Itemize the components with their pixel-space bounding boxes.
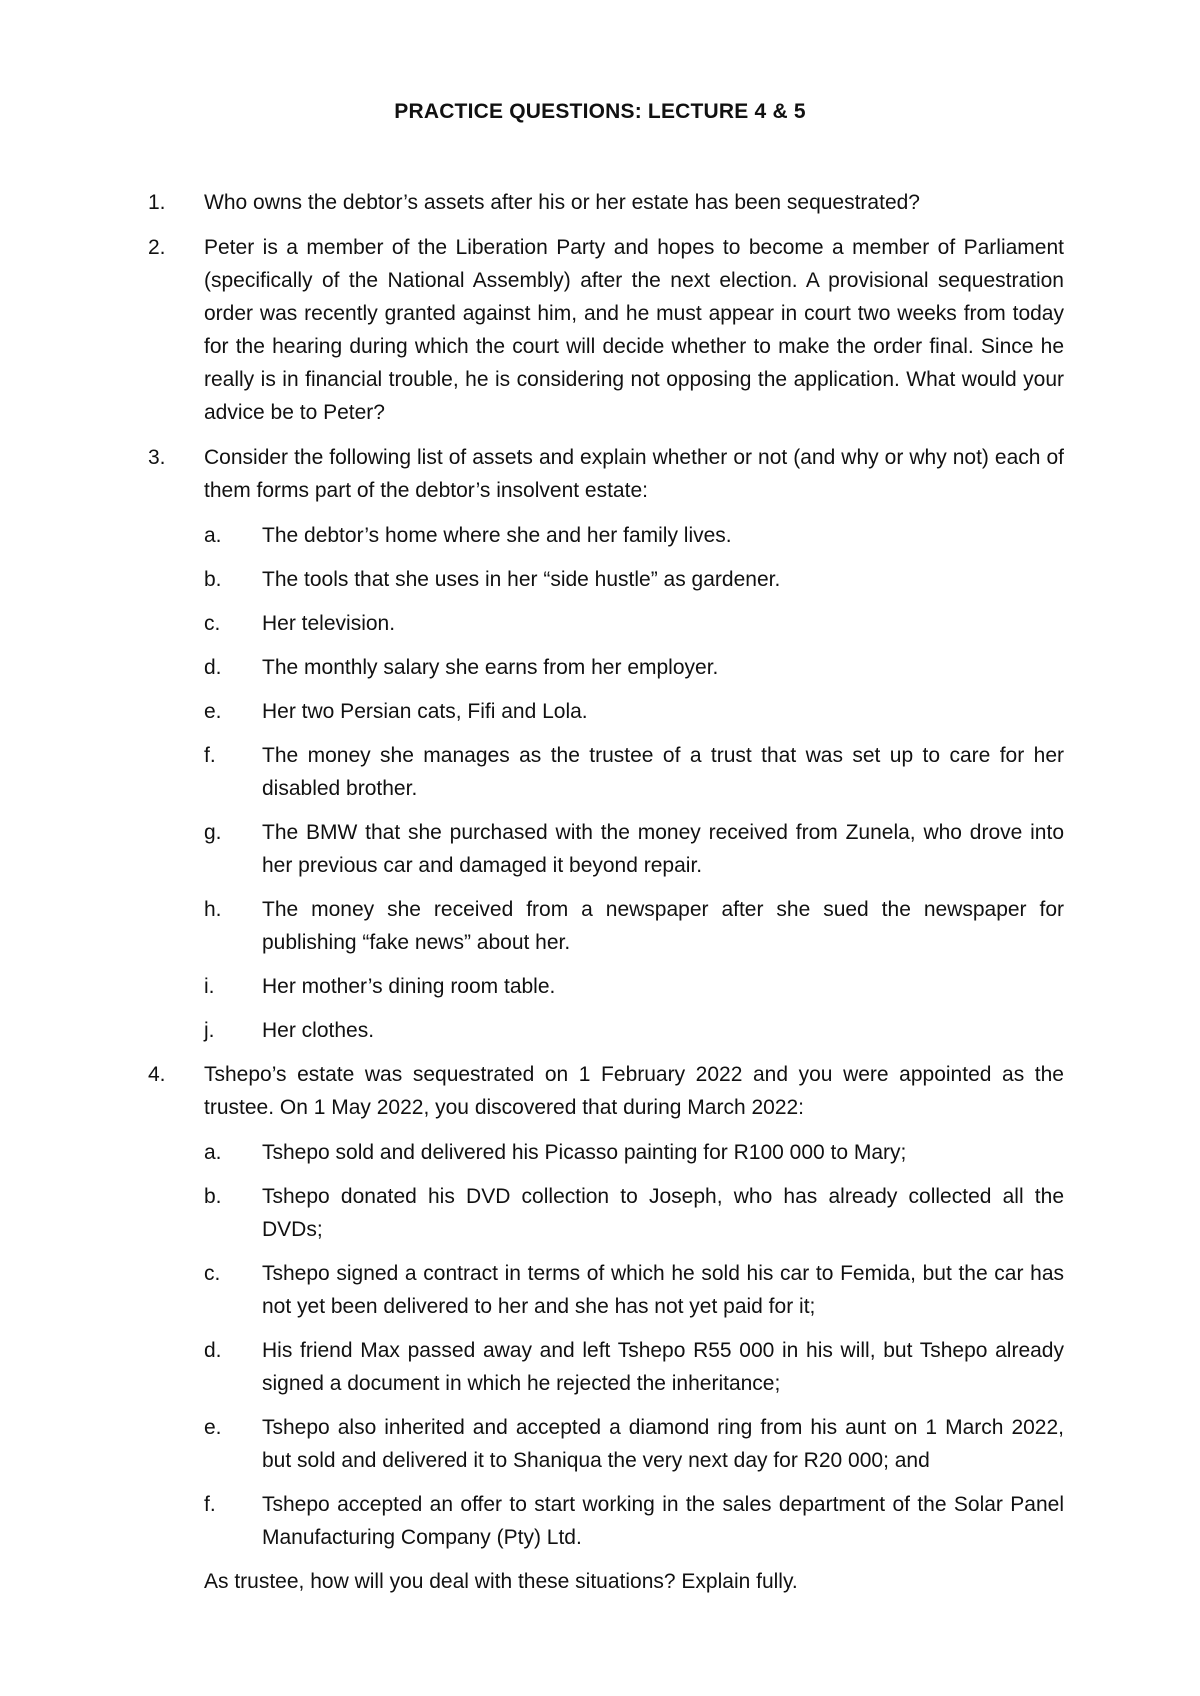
item-label: e. <box>204 1416 222 1439</box>
list-item <box>204 739 1064 805</box>
item-label: a. <box>204 1141 222 1164</box>
item-label: j. <box>204 1019 215 1042</box>
question-2 <box>148 231 1064 429</box>
item-text: The debtor’s home where she and her family lives. <box>262 524 732 547</box>
list-item <box>204 1180 1064 1246</box>
item-text: The money she manages as the trustee of a trust that was set up to care for her disabled brother. <box>262 744 1064 800</box>
item-text: Her mother’s dining room table. <box>262 975 556 998</box>
question-text: Consider the following list of assets and explain whether or not (and why or why not) each of them forms part of the debtor’s insolvent estate: <box>204 446 1064 502</box>
page-title: PRACTICE QUESTIONS: LECTURE 4 & 5 <box>394 100 806 123</box>
item-text: The monthly salary she earns from her employer. <box>262 656 719 679</box>
question-number: 1. <box>148 191 166 214</box>
question-text: Tshepo’s estate was sequestrated on 1 February 2022 and you were appointed as the trustee. On 1 May 2022, you discovered that during March 2022: <box>204 1063 1064 1119</box>
item-text: Tshepo accepted an offer to start working in the sales department of the Solar Panel Manufacturing Company (Pty) Ltd. <box>262 1493 1064 1549</box>
question-text: Who owns the debtor’s assets after his or her estate has been sequestrated? <box>204 191 920 214</box>
list-item <box>204 1488 1064 1554</box>
list-item <box>204 1334 1064 1400</box>
list-item <box>204 816 1064 882</box>
list-item <box>204 1014 1064 1047</box>
question-text: Peter is a member of the Liberation Party and hopes to become a member of Parliament (specifically of the National Assembly) after the next election. A provisional sequestration order was recently granted against him, and he must appear in court two weeks from today for the hearing during which the court will decide whether to make the order final. Since he really is in financial trouble, he is considering not opposing the application. What would your advice be to Peter? <box>204 236 1064 424</box>
question-4 <box>148 1058 1064 1124</box>
item-label: i. <box>204 975 215 998</box>
list-item <box>204 1257 1064 1323</box>
list-item <box>204 519 1064 552</box>
item-label: e. <box>204 700 222 723</box>
item-text: Her two Persian cats, Fifi and Lola. <box>262 700 588 723</box>
item-label: b. <box>204 568 222 591</box>
list-item <box>204 607 1064 640</box>
item-text: The BMW that she purchased with the money received from Zunela, who drove into her previous car and damaged it beyond repair. <box>262 821 1064 877</box>
list-item <box>204 651 1064 684</box>
item-label: b. <box>204 1185 222 1208</box>
list-item <box>204 1411 1064 1477</box>
list-item <box>204 893 1064 959</box>
question-number: 2. <box>148 236 166 259</box>
closing-instruction: As trustee, how will you deal with these situations? Explain fully. <box>204 1570 798 1593</box>
item-label: c. <box>204 612 221 635</box>
list-item <box>204 970 1064 1003</box>
question-number: 3. <box>148 446 166 469</box>
item-label: g. <box>204 821 222 844</box>
item-label: h. <box>204 898 222 921</box>
item-text: Tshepo donated his DVD collection to Joseph, who has already collected all the DVDs; <box>262 1185 1064 1241</box>
item-label: f. <box>204 744 216 767</box>
item-text: Her television. <box>262 612 396 635</box>
item-text: Tshepo sold and delivered his Picasso painting for R100 000 to Mary; <box>262 1141 907 1164</box>
list-item <box>204 695 1064 728</box>
item-label: f. <box>204 1493 216 1516</box>
item-label: d. <box>204 1339 222 1362</box>
item-text: Tshepo signed a contract in terms of which he sold his car to Femida, but the car has not yet been delivered to her and she has not yet paid for it; <box>262 1262 1064 1318</box>
question-3 <box>148 441 1064 507</box>
item-text: Her clothes. <box>262 1019 375 1042</box>
item-text: The tools that she uses in her “side hustle” as gardener. <box>262 568 781 591</box>
questions-list <box>148 186 1064 1598</box>
list-item <box>204 563 1064 596</box>
item-text: His friend Max passed away and left Tshepo R55 000 in his will, but Tshepo already signed a document in which he rejected the inheritance; <box>262 1339 1064 1395</box>
item-label: d. <box>204 656 222 679</box>
item-label: c. <box>204 1262 221 1285</box>
list-item <box>204 1136 1064 1169</box>
question-1 <box>148 186 1064 219</box>
item-text: Tshepo also inherited and accepted a diamond ring from his aunt on 1 March 2022, but sold and delivered it to Shaniqua the very next day for R20 000; and <box>262 1416 1064 1472</box>
item-text: The money she received from a newspaper after she sued the newspaper for publishing “fake news” about her. <box>262 898 1064 954</box>
question-number: 4. <box>148 1063 166 1086</box>
item-label: a. <box>204 524 222 547</box>
